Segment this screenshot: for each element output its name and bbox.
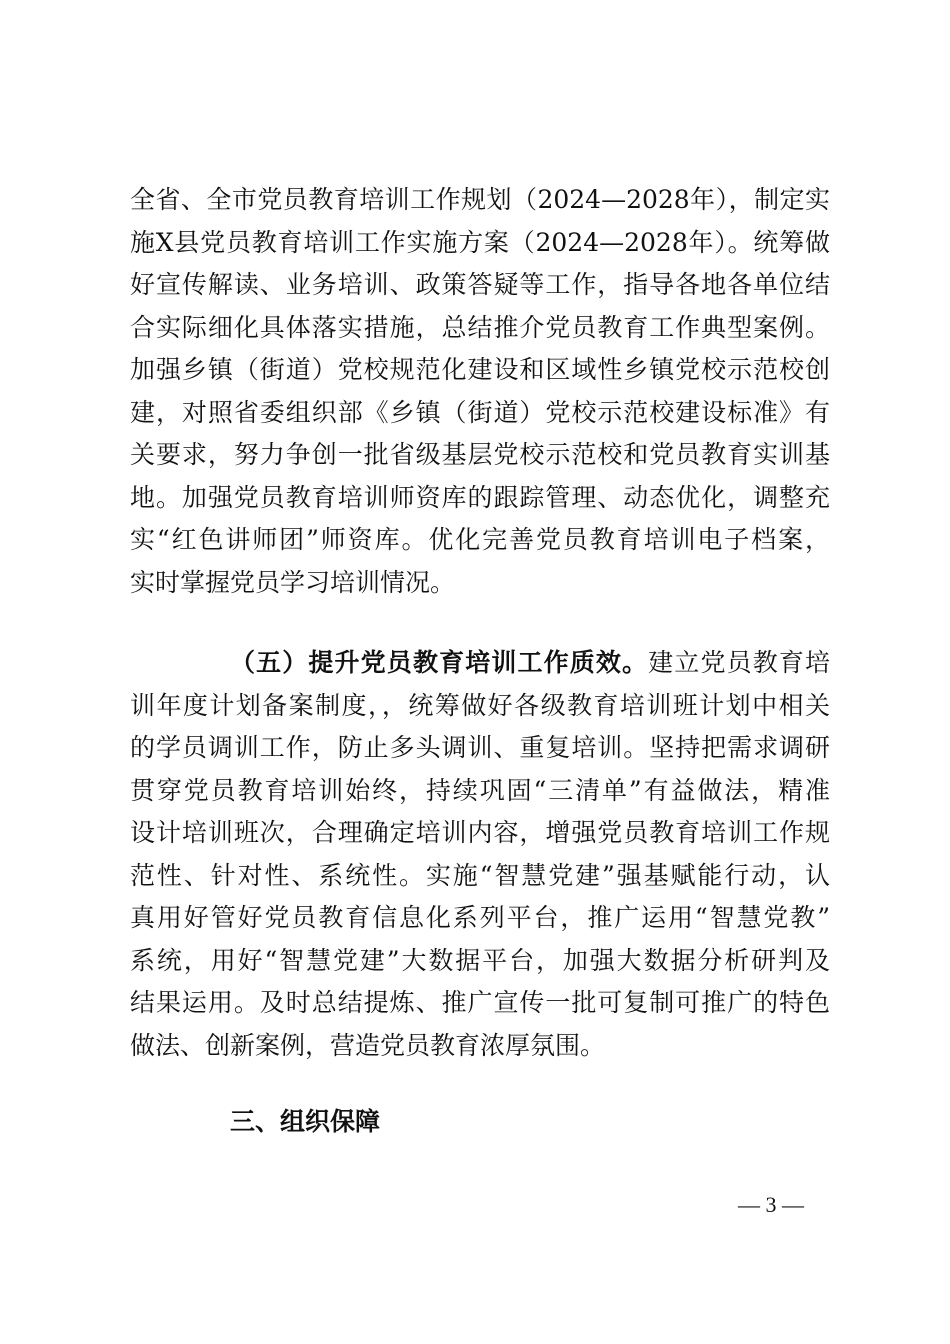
page-number: — 3 — [738,1192,804,1217]
paragraph-line: 地。加强党员教育培训师资库的跟踪管理、动态优化，调整充 [130,482,830,512]
paragraph-first-line [130,642,830,685]
paragraph-line: 范性、针对性、系统性。实施“智慧党建”强基赋能行动，认 [130,860,830,890]
paragraph-line: 训年度计划备案制度，，统筹做好各级教育培训班计划中相关 [130,690,830,720]
paragraph-line: 建，对照省委组织部《乡镇（街道）党校示范校建设标准》有 [130,397,830,427]
paragraph-line: 全省、全市党员教育培训工作规划（2024—2028年），制定实 [130,185,830,214]
paragraph-five [130,642,830,1067]
paragraph-line: 实“红色讲师团”师资库。优化完善党员教育培训电子档案， [130,525,830,554]
paragraph-line: 结果运用。及时总结提炼、推广宣传一批可复制可推广的特色 [130,988,830,1017]
paragraph-line: 贯穿党员教育培训始终，持续巩固“三清单”有益做法，精准 [130,775,830,805]
paragraph-line: 的学员调训工作，防止多头调训、重复培训。坚持把需求调研 [130,733,830,762]
paragraph-continuation [130,179,830,604]
paragraph-line: 合实际细化具体落实措施，总结推介党员教育工作典型案例。 [130,312,830,342]
paragraph-line: 关要求，努力争创一批省级基层党校示范校和党员教育实训基 [130,440,830,469]
paragraph-line: 做法、创新案例，营造党员教育浓厚氛围。 [130,1030,606,1060]
paragraph-line: 加强乡镇（街道）党校规范化建设和区域性乡镇党校示范校创 [130,355,830,384]
paragraph-line: 设计培训班次，合理确定培训内容，增强党员教育培训工作规 [130,818,830,847]
paragraph-line: 实时掌握党员学习培训情况。 [130,567,456,597]
paragraph-line: 真用好管好党员教育信息化系列平台，推广运用“智慧党教” [130,903,830,932]
paragraph-lead-heading: （五）提升党员教育培训工作质效。 [230,648,649,677]
section-heading: 三、组织保障 [230,1107,381,1136]
paragraph-line: 施X县党员教育培训工作实施方案（2024—2028年）。统筹做 [130,227,830,257]
paragraph-first-line-text: 建立党员教育培 [648,648,830,677]
paragraph-line: 系统，用好“智慧党建”大数据平台，加强大数据分析研判及 [130,945,830,975]
paragraph-line: 好宣传解读、业务培训、政策答疑等工作，指导各地各单位结 [130,270,830,299]
